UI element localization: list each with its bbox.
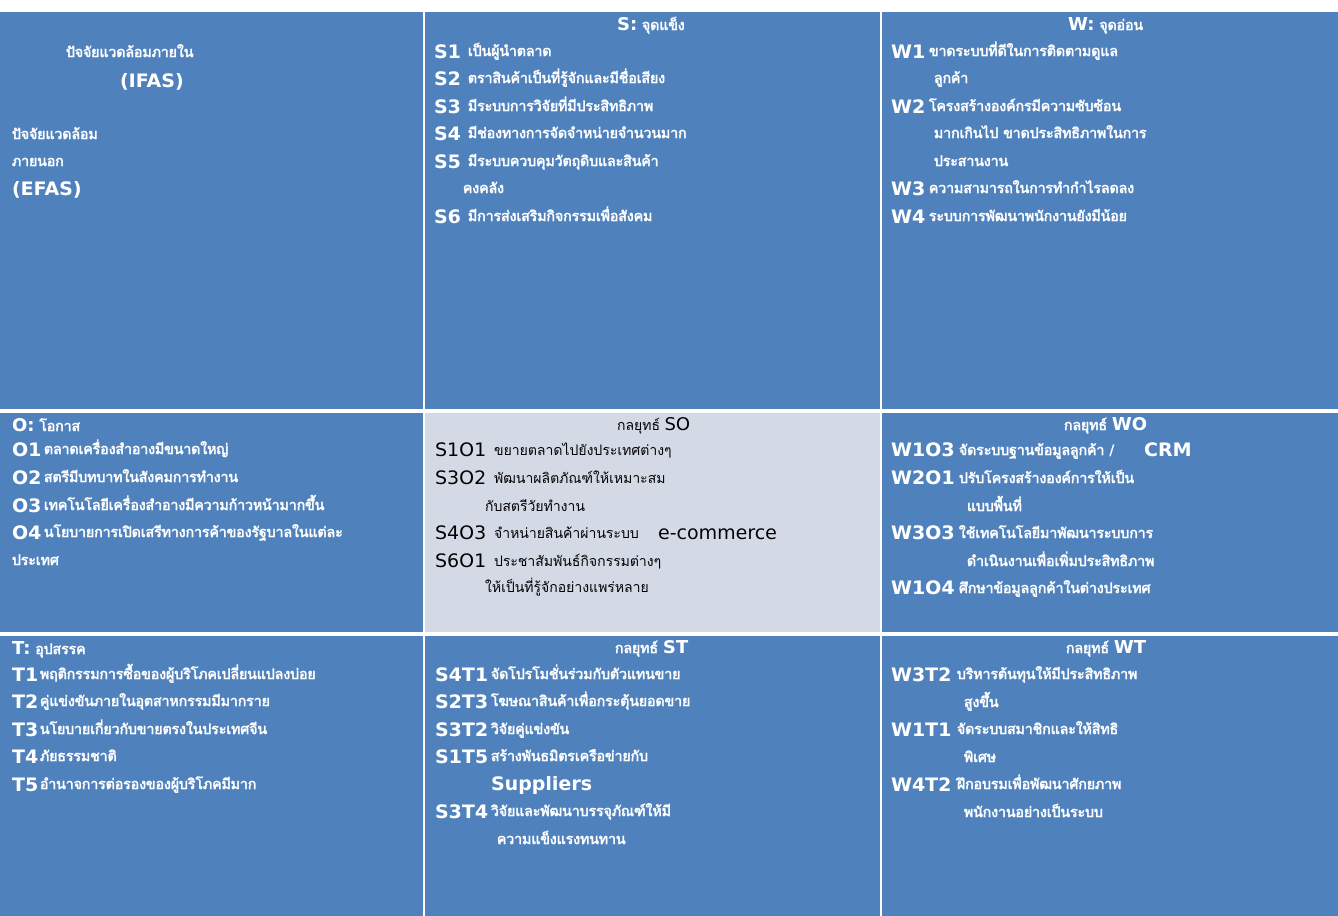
w3t2-text-cont: สูงขึ้น (964, 695, 999, 711)
w3o3-code: W3O3 (891, 522, 955, 544)
w3o3-text: ใช้เทคโนโลยีมาพัฒนาระบบการ (959, 526, 1154, 542)
strengths-header (617, 16, 685, 34)
w1t1-text: จัดระบบสมาชิกและให้สิทธิ (957, 722, 1119, 738)
t2-text: คู่แข่งขันภายในอุตสาหกรรมมีมากราย (40, 694, 270, 710)
s4o3-text: จำหน่ายสินค้าผ่านระบบ (494, 526, 639, 542)
t1-code: T1 (12, 664, 39, 686)
o3-code: O3 (12, 495, 42, 517)
s3o2-code: S3O2 (435, 467, 487, 489)
weaknesses-header-label: จุดอ่อน (1099, 18, 1144, 34)
s4t1-code: S4T1 (435, 664, 489, 686)
w1o4-text: ศึกษาข้อมูลลูกค้าในต่างประเทศ (959, 581, 1151, 597)
threats-header-label: อุปสรรค (35, 642, 86, 658)
w3-text: ความสามารถในการทำกำไรลดลง (929, 181, 1135, 197)
s3-code: S3 (434, 96, 461, 118)
strengths-header-code: S: (617, 14, 638, 35)
wo-header (1064, 416, 1147, 434)
s1t5-text-cont: Suppliers (491, 773, 593, 795)
so-header-code: SO (664, 414, 691, 435)
w3-code: W3 (891, 178, 926, 200)
s6-code: S6 (434, 206, 461, 228)
so-header (617, 416, 690, 434)
weaknesses-cell (882, 12, 1338, 409)
s4o3-code: S4O3 (435, 522, 487, 544)
s4-code: S4 (434, 123, 461, 145)
opportunities-header (12, 417, 80, 435)
weaknesses-header (1068, 16, 1143, 34)
wt-cell (882, 636, 1338, 916)
w2-text-cont: มากเกินไป ขาดประสิทธิภาพในการ (934, 126, 1147, 142)
s3o2-text-cont: กับสตรีวัยทำงาน (485, 499, 585, 515)
s1-text: เป็นผู้นำตลาด (468, 44, 552, 60)
ifas-label: ปัจจัยแวดล้อมภายใน (66, 45, 194, 61)
w1-text: ขาดระบบที่ดีในการติดตามดูแล (929, 44, 1118, 60)
w2-text-cont2: ประสานงาน (934, 154, 1009, 170)
o2-code: O2 (12, 467, 42, 489)
s1o1-code: S1O1 (435, 439, 487, 461)
wo-cell (882, 413, 1338, 632)
s5-code: S5 (434, 151, 461, 173)
weaknesses-header-code: W: (1068, 14, 1095, 35)
s1-code: S1 (434, 41, 461, 63)
w2-text: โครงสร้างองค์กรมีความซับซ้อน (929, 99, 1122, 115)
opportunities-header-code: O: (12, 415, 35, 436)
strengths-cell (425, 12, 880, 409)
s6o1-text: ประชาสัมพันธ์กิจกรรมต่างๆ (494, 554, 662, 570)
strengths-header-label: จุดแข็ง (642, 18, 685, 34)
o1-text: ตลาดเครื่องสำอางมีขนาดใหญ่ (44, 442, 229, 458)
w4-text: ระบบการพัฒนาพนักงานยังมีน้อย (929, 209, 1127, 225)
o4-text: นโยบายการเปิดเสรีทางการค้าของรัฐบาลในแต่ละ (44, 525, 343, 541)
st-cell (425, 636, 880, 916)
s4-text: มีช่องทางการจัดจำหน่ายจำนวนมาก (468, 126, 687, 142)
threats-header (12, 640, 86, 658)
w4-code: W4 (891, 206, 926, 228)
wt-header (1066, 639, 1146, 657)
t1-text: พฤติกรรมการซื้อของผู้บริโภคเปลี่ยนแปลงบ่อย (40, 667, 316, 683)
w1o3-code: W1O3 (891, 439, 955, 461)
s5-text: มีระบบควบคุมวัตถุดิบและสินค้า (468, 154, 659, 170)
s5-text-cont: คงคลัง (463, 181, 504, 197)
w1-text-cont: ลูกค้า (934, 71, 969, 87)
t5-text: อำนาจการต่อรองของผู้บริโภคมีมาก (40, 777, 257, 793)
opportunities-header-label: โอกาส (39, 419, 81, 435)
s4t1-text: จัดโปรโมชั่นร่วมกับตัวแทนขาย (491, 667, 681, 683)
efas-label-2: ภายนอก (12, 154, 64, 170)
s3t4-code: S3T4 (435, 801, 489, 823)
s1t5-code: S1T5 (435, 746, 489, 768)
w1o4-code: W1O4 (891, 577, 955, 599)
s3t2-code: S3T2 (435, 719, 489, 741)
t3-text: นโยบายเกี่ยวกับขายตรงในประเทศจีน (40, 722, 268, 738)
w1o3-extra: CRM (1144, 439, 1192, 461)
o3-text: เทคโนโลยีเครื่องสำอางมีความก้าวหน้ามากขึ้น (44, 498, 325, 514)
s3t2-text: วิจัยคู่แข่งขัน (491, 722, 570, 738)
s2-text: ตราสินค้าเป็นที่รู้จักและมีชื่อเสียง (468, 71, 666, 87)
s2t3-text: โฆษณาสินค้าเพื่อกระตุ้นยอดขาย (491, 694, 691, 710)
w3t2-code: W3T2 (891, 664, 952, 686)
o4-code: O4 (12, 522, 42, 544)
w4t2-code: W4T2 (891, 774, 952, 796)
corner-cell (0, 12, 423, 409)
w2o1-code: W2O1 (891, 467, 955, 489)
w3t2-text: บริหารต้นทุนให้มีประสิทธิภาพ (957, 667, 1138, 683)
s6o1-text-cont: ให้เป็นที่รู้จักอย่างแพร่หลาย (485, 580, 649, 596)
w1-code: W1 (891, 41, 926, 63)
s3t4-text: วิจัยและพัฒนาบรรจุภัณฑ์ให้มี (491, 804, 671, 820)
wo-header-code: WO (1111, 414, 1148, 435)
s2t3-code: S2T3 (435, 691, 489, 713)
w4t2-text: ฝึกอบรมเพื่อพัฒนาศักยภาพ (957, 777, 1122, 793)
efas-label-1: ปัจจัยแวดล้อม (12, 127, 98, 143)
efas-abbr: (EFAS) (12, 178, 82, 200)
o4-text-cont: ประเทศ (12, 553, 59, 569)
ifas-abbr: (IFAS) (120, 70, 184, 92)
w3o3-text-cont: ดำเนินงานเพื่อเพิ่มประสิทธิภาพ (967, 554, 1155, 570)
w2o1-text: ปรับโครงสร้างองค์การให้เป็น (959, 471, 1135, 487)
o2-text: สตรีมีบทบาทในสังคมการทำงาน (44, 470, 239, 486)
t4-text: ภัยธรรมชาติ (40, 749, 117, 765)
s1t5-text: สร้างพันธมิตรเครือข่ายกับ (491, 749, 649, 765)
w1t1-code: W1T1 (891, 719, 952, 741)
w1o3-text: จัดระบบฐานข้อมูลลูกค้า / (959, 443, 1115, 459)
s6-text: มีการส่งเสริมกิจกรรมเพื่อสังคม (468, 209, 653, 225)
s3t4-text-cont: ความแข็งแรงทนทาน (497, 832, 626, 848)
so-header-label: กลยุทธ์ (617, 418, 661, 434)
opportunities-cell (0, 413, 423, 632)
st-header (615, 639, 688, 657)
s6o1-code: S6O1 (435, 550, 487, 572)
s4o3-extra: e-commerce (658, 522, 777, 544)
s2-code: S2 (434, 68, 461, 90)
wt-header-code: WT (1113, 637, 1147, 658)
t5-code: T5 (12, 774, 39, 796)
t4-code: T4 (12, 746, 39, 768)
w4t2-text-cont: พนักงานอย่างเป็นระบบ (964, 805, 1103, 821)
wt-header-label: กลยุทธ์ (1066, 641, 1110, 657)
s3o2-text: พัฒนาผลิตภัณฑ์ให้เหมาะสม (494, 471, 666, 487)
threats-header-code: T: (12, 638, 31, 659)
w1t1-text-cont: พิเศษ (964, 750, 997, 766)
w2-code: W2 (891, 96, 926, 118)
st-header-label: กลยุทธ์ (615, 641, 659, 657)
wo-header-label: กลยุทธ์ (1064, 418, 1108, 434)
threats-cell (0, 636, 423, 916)
w2o1-text-cont: แบบพื้นที่ (967, 499, 1022, 515)
o1-code: O1 (12, 439, 42, 461)
so-cell (425, 413, 880, 632)
s3-text: มีระบบการวิจัยที่มีประสิทธิภาพ (468, 99, 654, 115)
s1o1-text: ขยายตลาดไปยังประเทศต่างๆ (494, 443, 672, 459)
t2-code: T2 (12, 691, 39, 713)
st-header-code: ST (662, 637, 689, 658)
t3-code: T3 (12, 719, 39, 741)
